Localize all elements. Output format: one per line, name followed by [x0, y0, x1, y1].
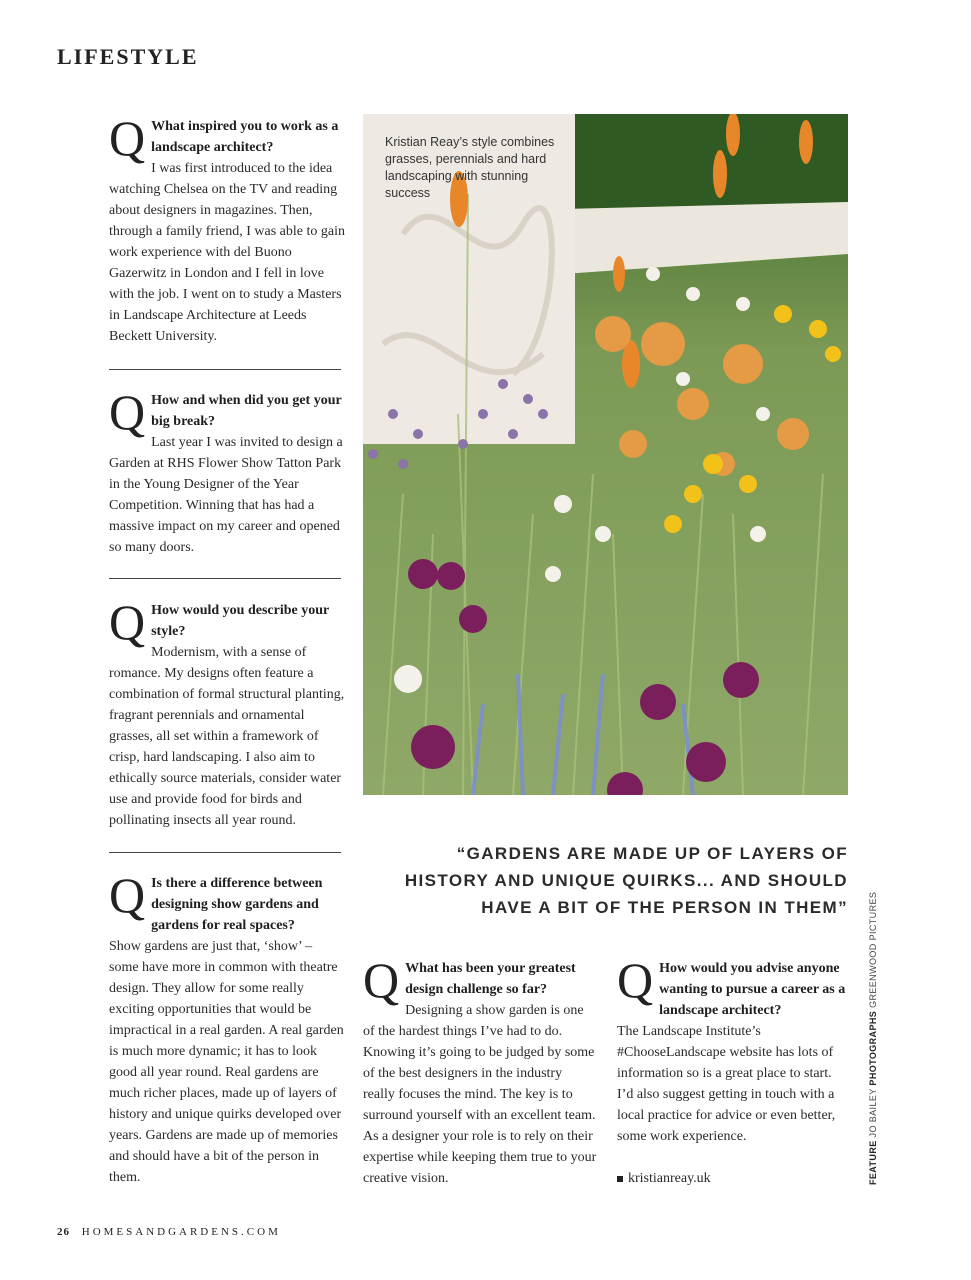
q-drop-cap: Q — [109, 867, 146, 923]
answer-text: The Landscape Institute’s #ChooseLandscape website has lots of information so is a great place to start. I’d also suggest getting in touch with a local practice for advice or even better, some work experience. — [617, 1024, 836, 1144]
garden-photo — [363, 114, 848, 795]
question-text: What inspired you to work as a landscape architect? — [151, 119, 339, 155]
answer-text: Modernism, with a sense of romance. My designs often feature a combination of formal structural planting, fragrant perennials and ornamental grasses, all set within a framework of crisp, hard landscaping. I also aim to ethically source materials, consider water use and provide food for birds and pollinating insects all year round. — [109, 645, 345, 828]
qa-block-5 — [363, 952, 597, 1189]
q-drop-cap: Q — [109, 110, 146, 166]
page-footer — [57, 1226, 281, 1238]
qa-block-3 — [109, 594, 345, 831]
qa-block-1 — [109, 110, 345, 347]
q-drop-cap: Q — [109, 594, 146, 650]
footer-site: HOMESANDGARDENS.COM — [81, 1226, 281, 1238]
website-link[interactable] — [617, 1168, 849, 1189]
question-text: How would you advise anyone wanting to pursue a career as a landscape architect? — [659, 961, 846, 1018]
section-label: LIFESTYLE — [57, 44, 199, 69]
answer-text: I was first introduced to the idea watching Chelsea on the TV and reading about designers in magazines. Then, through a family friend, I was able to gain work experience with del Buono Gazerwitz in London and I fell in love with the job. I went on to study a Masters in Landscape Architecture at Leeds Beckett University. — [109, 161, 345, 344]
bullet-square-icon — [617, 1176, 623, 1182]
page-number: 26 — [57, 1226, 70, 1238]
feature-name: JO BAILEY — [868, 1088, 878, 1138]
credit-line — [868, 892, 878, 1185]
q-drop-cap: Q — [109, 384, 146, 440]
pull-quote: “GARDENS ARE MADE UP OF LAYERS OF HISTORY AND UNIQUE QUIRKS... AND SHOULD HAVE A BIT OF THE PERSON IN THEM” — [404, 844, 848, 917]
divider — [109, 369, 341, 370]
question-text: What has been your greatest design challenge so far? — [405, 961, 576, 997]
feature-label: FEATURE — [868, 1140, 878, 1185]
question-text: Is there a difference between designing show gardens and gardens for real spaces? — [151, 876, 323, 933]
qa-block-4 — [109, 867, 345, 1188]
q-drop-cap: Q — [363, 952, 400, 1008]
q-drop-cap: Q — [617, 952, 654, 1008]
divider — [109, 578, 341, 579]
photo-caption: Kristian Reay’s style combines grasses, perennials and hard landscaping with stunning success — [385, 135, 555, 200]
garden-illustration — [363, 114, 848, 795]
qa-block-6 — [617, 952, 849, 1189]
question-text: How would you describe your style? — [151, 603, 329, 639]
question-text: How and when did you get your big break? — [151, 393, 342, 429]
website-link-text: kristianreay.uk — [628, 1171, 711, 1186]
qa-block-2 — [109, 384, 345, 558]
answer-text: Designing a show garden is one of the hardest things I’ve had to do. Knowing it’s going to be judged by some of the best designers in the industry really focuses the mind. The key is to surround yourself with an excellent team. As a designer your role is to rely on their expertise while keeping them true to your creative vision. — [363, 1003, 597, 1186]
photographs-label: PHOTOGRAPHS — [868, 1010, 878, 1086]
answer-text: Show gardens are just that, ‘show’ – some have more in common with theatre design. They allow for some really exciting opportunities that would be impractical in a real garden. A real garden is much more dynamic; it has to look good all year round. Real gardens are much richer places, made up of layers of history and unique quirks developed over years. Gardens are made up of memories and should have a bit of the person in them. — [109, 939, 344, 1185]
answer-text: Last year I was invited to design a Garden at RHS Flower Show Tatton Park in the Young Designer of the Year Competition. Winning that has had a massive impact on my career and opened so many doors. — [109, 435, 343, 555]
divider — [109, 852, 341, 853]
photographs-name: GREENWOOD PICTURES — [868, 891, 878, 1008]
